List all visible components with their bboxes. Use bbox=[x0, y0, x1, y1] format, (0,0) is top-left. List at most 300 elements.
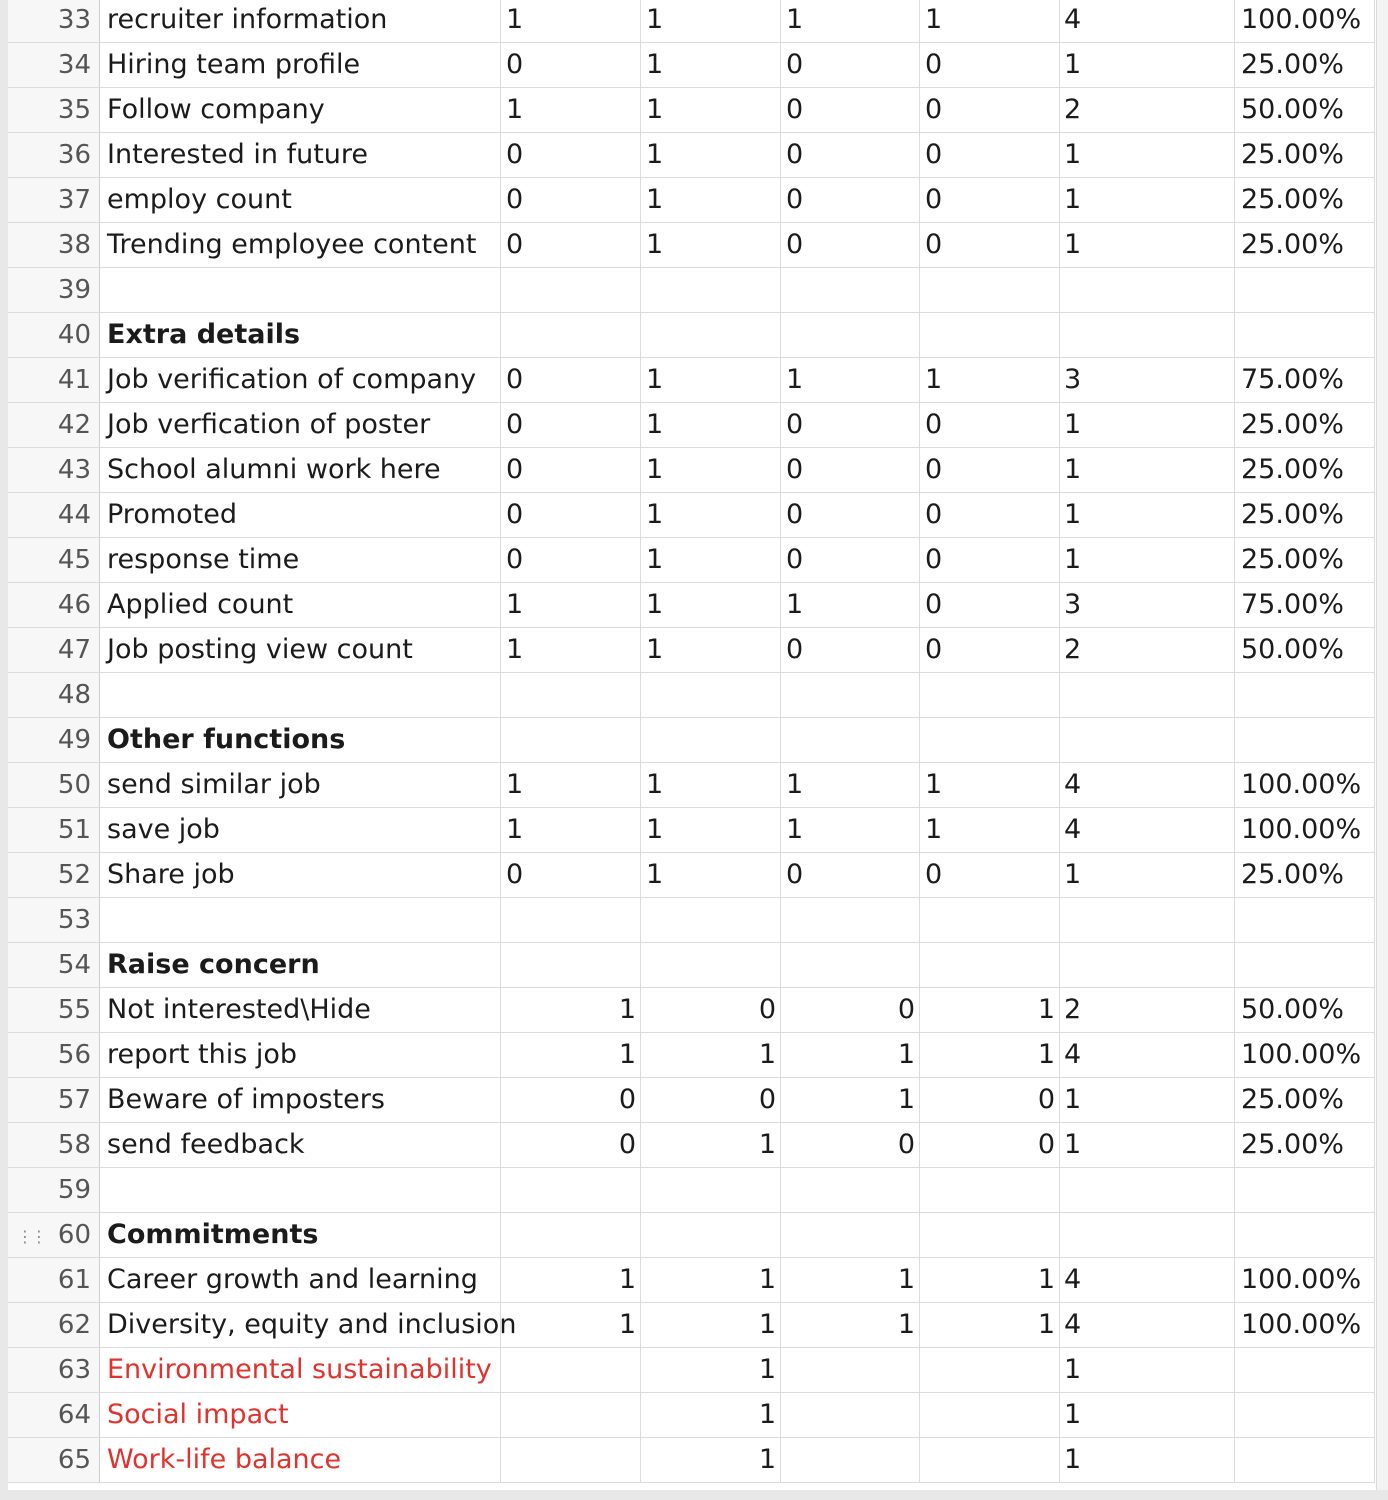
value-cell[interactable]: 1 bbox=[781, 0, 920, 43]
percent-cell[interactable]: 100.00% bbox=[1235, 0, 1375, 43]
value-cell[interactable]: 0 bbox=[920, 1123, 1060, 1168]
value-cell[interactable] bbox=[920, 943, 1060, 988]
table-row bbox=[0, 808, 1388, 853]
value-cell[interactable]: 1 bbox=[501, 88, 641, 133]
total-cell[interactable]: 1 bbox=[1060, 448, 1235, 493]
total-cell[interactable]: 1 bbox=[1060, 403, 1235, 448]
percent-cell[interactable] bbox=[1235, 1438, 1375, 1483]
percent-cell[interactable]: 25.00% bbox=[1235, 1078, 1375, 1123]
percent-cell[interactable] bbox=[1235, 1168, 1375, 1213]
value-cell[interactable] bbox=[641, 1168, 781, 1213]
value-cell[interactable] bbox=[641, 718, 781, 763]
value-cell[interactable] bbox=[501, 898, 641, 943]
value-cell[interactable]: 1 bbox=[641, 763, 781, 808]
label-cell[interactable]: recruiter information bbox=[100, 0, 501, 43]
value-cell[interactable]: 0 bbox=[781, 538, 920, 583]
value-cell[interactable] bbox=[920, 1213, 1060, 1258]
percent-cell[interactable]: 25.00% bbox=[1235, 133, 1375, 178]
value-cell[interactable]: 0 bbox=[920, 628, 1060, 673]
label-cell[interactable]: send similar job bbox=[100, 763, 501, 808]
value-cell[interactable]: 0 bbox=[920, 583, 1060, 628]
table-row bbox=[0, 178, 1388, 223]
row-number[interactable]: 40 bbox=[8, 313, 100, 358]
table-row bbox=[0, 1258, 1388, 1303]
total-cell[interactable]: 4 bbox=[1060, 1033, 1235, 1078]
value-cell[interactable]: 0 bbox=[501, 43, 641, 88]
value-cell[interactable]: 1 bbox=[781, 583, 920, 628]
percent-cell[interactable]: 100.00% bbox=[1235, 1303, 1375, 1348]
percent-cell[interactable] bbox=[1235, 313, 1375, 358]
value-cell[interactable] bbox=[781, 943, 920, 988]
horizontal-scrollbar[interactable] bbox=[0, 1490, 1388, 1500]
value-cell[interactable]: 1 bbox=[501, 583, 641, 628]
label-cell[interactable]: Follow company bbox=[100, 88, 501, 133]
value-cell[interactable]: 1 bbox=[920, 1033, 1060, 1078]
value-cell[interactable]: 1 bbox=[641, 1303, 781, 1348]
drag-handle-icon[interactable]: ⋮⋮ bbox=[17, 1227, 45, 1246]
label-cell[interactable]: Not interested\Hide bbox=[100, 988, 501, 1033]
value-cell[interactable] bbox=[641, 1213, 781, 1258]
value-cell[interactable] bbox=[781, 718, 920, 763]
row-number[interactable]: 65 bbox=[8, 1438, 100, 1483]
value-cell[interactable]: 0 bbox=[920, 88, 1060, 133]
value-cell[interactable]: 1 bbox=[501, 1033, 641, 1078]
total-cell[interactable] bbox=[1060, 673, 1235, 718]
row-number[interactable]: 37 bbox=[8, 178, 100, 223]
value-cell[interactable] bbox=[641, 268, 781, 313]
value-cell[interactable]: 0 bbox=[501, 853, 641, 898]
value-cell[interactable] bbox=[641, 673, 781, 718]
percent-cell[interactable]: 25.00% bbox=[1235, 43, 1375, 88]
value-cell[interactable]: 1 bbox=[501, 808, 641, 853]
value-cell[interactable]: 1 bbox=[501, 628, 641, 673]
value-cell[interactable]: 1 bbox=[641, 853, 781, 898]
percent-cell[interactable]: 25.00% bbox=[1235, 223, 1375, 268]
value-cell[interactable] bbox=[920, 1168, 1060, 1213]
label-cell[interactable] bbox=[100, 673, 501, 718]
value-cell[interactable]: 0 bbox=[920, 853, 1060, 898]
table-row bbox=[0, 493, 1388, 538]
percent-cell[interactable] bbox=[1235, 1348, 1375, 1393]
table-row bbox=[0, 943, 1388, 988]
value-cell[interactable]: 1 bbox=[641, 178, 781, 223]
value-cell[interactable]: 1 bbox=[920, 358, 1060, 403]
value-cell[interactable]: 0 bbox=[781, 178, 920, 223]
total-cell[interactable]: 1 bbox=[1060, 853, 1235, 898]
label-cell[interactable]: Job posting view count bbox=[100, 628, 501, 673]
total-cell[interactable]: 2 bbox=[1060, 988, 1235, 1033]
value-cell[interactable] bbox=[641, 898, 781, 943]
total-cell[interactable] bbox=[1060, 718, 1235, 763]
value-cell[interactable]: 0 bbox=[641, 988, 781, 1033]
value-cell[interactable]: 0 bbox=[501, 223, 641, 268]
value-cell[interactable] bbox=[920, 1393, 1060, 1438]
value-cell[interactable] bbox=[781, 1393, 920, 1438]
value-cell[interactable]: 1 bbox=[781, 1303, 920, 1348]
percent-cell[interactable]: 25.00% bbox=[1235, 1123, 1375, 1168]
total-cell[interactable]: 2 bbox=[1060, 88, 1235, 133]
row-number[interactable]: 48 bbox=[8, 673, 100, 718]
value-cell[interactable]: 1 bbox=[501, 1303, 641, 1348]
table-row bbox=[0, 313, 1388, 358]
value-cell[interactable]: 0 bbox=[781, 88, 920, 133]
total-cell[interactable]: 1 bbox=[1060, 1123, 1235, 1168]
total-cell[interactable] bbox=[1060, 898, 1235, 943]
value-cell[interactable]: 1 bbox=[641, 493, 781, 538]
total-cell[interactable]: 1 bbox=[1060, 1078, 1235, 1123]
percent-cell[interactable]: 25.00% bbox=[1235, 538, 1375, 583]
total-cell[interactable]: 1 bbox=[1060, 223, 1235, 268]
row-number[interactable]: 34 bbox=[8, 43, 100, 88]
row-number[interactable]: 42 bbox=[8, 403, 100, 448]
row-number[interactable]: 39 bbox=[8, 268, 100, 313]
value-cell[interactable] bbox=[501, 943, 641, 988]
value-cell[interactable]: 1 bbox=[641, 583, 781, 628]
label-cell[interactable]: Commitments bbox=[100, 1213, 501, 1258]
table-row bbox=[0, 1078, 1388, 1123]
value-cell[interactable] bbox=[920, 1348, 1060, 1393]
label-cell[interactable]: Job verfication of poster bbox=[100, 403, 501, 448]
table-row bbox=[0, 1348, 1388, 1393]
label-cell[interactable]: response time bbox=[100, 538, 501, 583]
row-number[interactable]: 36 bbox=[8, 133, 100, 178]
total-cell[interactable]: 4 bbox=[1060, 808, 1235, 853]
value-cell[interactable]: 0 bbox=[920, 1078, 1060, 1123]
label-cell[interactable] bbox=[100, 1168, 501, 1213]
total-cell[interactable] bbox=[1060, 268, 1235, 313]
total-cell[interactable] bbox=[1060, 943, 1235, 988]
value-cell[interactable]: 0 bbox=[501, 178, 641, 223]
label-cell[interactable]: employ count bbox=[100, 178, 501, 223]
row-number[interactable]: 64 bbox=[8, 1393, 100, 1438]
value-cell[interactable]: 1 bbox=[641, 808, 781, 853]
table-row bbox=[0, 898, 1388, 943]
total-cell[interactable]: 4 bbox=[1060, 1258, 1235, 1303]
table-row bbox=[0, 133, 1388, 178]
label-cell[interactable]: report this job bbox=[100, 1033, 501, 1078]
value-cell[interactable]: 1 bbox=[920, 763, 1060, 808]
total-cell[interactable]: 2 bbox=[1060, 628, 1235, 673]
table-row bbox=[0, 1213, 1388, 1258]
value-cell[interactable]: 0 bbox=[781, 1123, 920, 1168]
value-cell[interactable]: 0 bbox=[501, 538, 641, 583]
value-cell[interactable] bbox=[920, 898, 1060, 943]
row-number[interactable]: 52 bbox=[8, 853, 100, 898]
label-cell[interactable]: Beware of imposters bbox=[100, 1078, 501, 1123]
value-cell[interactable]: 1 bbox=[781, 1258, 920, 1303]
value-cell[interactable]: 1 bbox=[641, 0, 781, 43]
percent-cell[interactable]: 25.00% bbox=[1235, 403, 1375, 448]
value-cell[interactable]: 0 bbox=[501, 493, 641, 538]
value-cell[interactable]: 1 bbox=[641, 448, 781, 493]
value-cell[interactable]: 1 bbox=[501, 0, 641, 43]
table-row bbox=[0, 0, 1388, 43]
row-number[interactable]: 49 bbox=[8, 718, 100, 763]
row-number[interactable]: 47 bbox=[8, 628, 100, 673]
value-cell[interactable] bbox=[501, 313, 641, 358]
table-row bbox=[0, 583, 1388, 628]
value-cell[interactable]: 1 bbox=[641, 628, 781, 673]
value-cell[interactable]: 0 bbox=[501, 403, 641, 448]
label-cell[interactable]: Diversity, equity and inclusion bbox=[100, 1303, 501, 1348]
row-number[interactable]: 50 bbox=[8, 763, 100, 808]
label-cell[interactable]: Trending employee content bbox=[100, 223, 501, 268]
percent-cell[interactable]: 75.00% bbox=[1235, 358, 1375, 403]
value-cell[interactable]: 0 bbox=[920, 223, 1060, 268]
total-cell[interactable]: 1 bbox=[1060, 178, 1235, 223]
value-cell[interactable]: 1 bbox=[641, 223, 781, 268]
total-cell[interactable]: 1 bbox=[1060, 1438, 1235, 1483]
percent-cell[interactable]: 100.00% bbox=[1235, 1033, 1375, 1078]
table-row bbox=[0, 403, 1388, 448]
label-cell[interactable]: Interested in future bbox=[100, 133, 501, 178]
row-number[interactable]: 46 bbox=[8, 583, 100, 628]
table-row bbox=[0, 1438, 1388, 1483]
percent-cell[interactable]: 25.00% bbox=[1235, 448, 1375, 493]
percent-cell[interactable]: 100.00% bbox=[1235, 808, 1375, 853]
value-cell[interactable] bbox=[920, 313, 1060, 358]
value-cell[interactable]: 0 bbox=[781, 628, 920, 673]
label-cell[interactable]: School alumni work here bbox=[100, 448, 501, 493]
value-cell[interactable]: 1 bbox=[641, 1348, 781, 1393]
value-cell[interactable]: 0 bbox=[781, 988, 920, 1033]
value-cell[interactable]: 0 bbox=[501, 358, 641, 403]
percent-cell[interactable]: 100.00% bbox=[1235, 763, 1375, 808]
row-number[interactable]: 54 bbox=[8, 943, 100, 988]
value-cell[interactable] bbox=[501, 673, 641, 718]
label-cell[interactable]: Other functions bbox=[100, 718, 501, 763]
percent-cell[interactable]: 50.00% bbox=[1235, 988, 1375, 1033]
value-cell[interactable] bbox=[781, 1438, 920, 1483]
table-row bbox=[0, 1033, 1388, 1078]
value-cell[interactable] bbox=[781, 1348, 920, 1393]
label-cell[interactable]: Work-life balance bbox=[100, 1438, 501, 1483]
value-cell[interactable] bbox=[641, 313, 781, 358]
value-cell[interactable]: 1 bbox=[781, 358, 920, 403]
total-cell[interactable] bbox=[1060, 1213, 1235, 1258]
value-cell[interactable]: 1 bbox=[781, 808, 920, 853]
value-cell[interactable]: 1 bbox=[501, 1258, 641, 1303]
table-row bbox=[0, 718, 1388, 763]
value-cell[interactable]: 0 bbox=[920, 403, 1060, 448]
row-number[interactable]: 41 bbox=[8, 358, 100, 403]
total-cell[interactable]: 1 bbox=[1060, 1393, 1235, 1438]
table-row bbox=[0, 1168, 1388, 1213]
percent-cell[interactable]: 100.00% bbox=[1235, 1258, 1375, 1303]
value-cell[interactable]: 0 bbox=[501, 133, 641, 178]
value-cell[interactable]: 1 bbox=[641, 1393, 781, 1438]
value-cell[interactable]: 0 bbox=[920, 448, 1060, 493]
table-row bbox=[0, 223, 1388, 268]
label-cell[interactable]: Job verification of company bbox=[100, 358, 501, 403]
row-number[interactable]: 44 bbox=[8, 493, 100, 538]
table-row bbox=[0, 988, 1388, 1033]
value-cell[interactable]: 0 bbox=[781, 853, 920, 898]
value-cell[interactable]: 1 bbox=[501, 763, 641, 808]
table-row bbox=[0, 1123, 1388, 1168]
total-cell[interactable]: 1 bbox=[1060, 493, 1235, 538]
total-cell[interactable]: 4 bbox=[1060, 763, 1235, 808]
value-cell[interactable]: 1 bbox=[641, 1258, 781, 1303]
value-cell[interactable]: 1 bbox=[920, 808, 1060, 853]
percent-cell[interactable] bbox=[1235, 718, 1375, 763]
value-cell[interactable]: 0 bbox=[501, 1123, 641, 1168]
value-cell[interactable]: 1 bbox=[641, 1123, 781, 1168]
label-cell[interactable]: save job bbox=[100, 808, 501, 853]
row-number[interactable]: 35 bbox=[8, 88, 100, 133]
value-cell[interactable]: 0 bbox=[920, 178, 1060, 223]
value-cell[interactable] bbox=[501, 1393, 641, 1438]
value-cell[interactable]: 1 bbox=[641, 358, 781, 403]
table-row bbox=[0, 628, 1388, 673]
label-cell[interactable]: Environmental sustainability bbox=[100, 1348, 501, 1393]
value-cell[interactable] bbox=[781, 1213, 920, 1258]
label-cell[interactable] bbox=[100, 268, 501, 313]
table-row bbox=[0, 763, 1388, 808]
row-number[interactable]: 43 bbox=[8, 448, 100, 493]
row-number[interactable]: 56 bbox=[8, 1033, 100, 1078]
value-cell[interactable]: 0 bbox=[781, 448, 920, 493]
total-cell[interactable] bbox=[1060, 313, 1235, 358]
row-number[interactable]: 59 bbox=[8, 1168, 100, 1213]
total-cell[interactable]: 3 bbox=[1060, 583, 1235, 628]
table-row bbox=[0, 1303, 1388, 1348]
value-cell[interactable]: 0 bbox=[641, 1078, 781, 1123]
percent-cell[interactable]: 25.00% bbox=[1235, 178, 1375, 223]
value-cell[interactable] bbox=[781, 1168, 920, 1213]
table-row bbox=[0, 358, 1388, 403]
value-cell[interactable] bbox=[501, 718, 641, 763]
percent-cell[interactable] bbox=[1235, 1213, 1375, 1258]
table-row bbox=[0, 448, 1388, 493]
value-cell[interactable]: 1 bbox=[920, 988, 1060, 1033]
table-row bbox=[0, 1393, 1388, 1438]
table-row bbox=[0, 673, 1388, 718]
percent-cell[interactable]: 50.00% bbox=[1235, 88, 1375, 133]
value-cell[interactable]: 0 bbox=[781, 43, 920, 88]
value-cell[interactable]: 1 bbox=[781, 1078, 920, 1123]
percent-cell[interactable]: 25.00% bbox=[1235, 493, 1375, 538]
percent-cell[interactable] bbox=[1235, 1393, 1375, 1438]
label-cell[interactable]: Share job bbox=[100, 853, 501, 898]
label-cell[interactable]: Hiring team profile bbox=[100, 43, 501, 88]
percent-cell[interactable]: 25.00% bbox=[1235, 853, 1375, 898]
value-cell[interactable]: 1 bbox=[781, 1033, 920, 1078]
row-number[interactable]: 33 bbox=[8, 0, 100, 43]
value-cell[interactable] bbox=[501, 268, 641, 313]
table-row bbox=[0, 88, 1388, 133]
row-number[interactable]: 55 bbox=[8, 988, 100, 1033]
value-cell[interactable]: 1 bbox=[641, 1033, 781, 1078]
row-number[interactable]: 62 bbox=[8, 1303, 100, 1348]
table-row bbox=[0, 43, 1388, 88]
row-number[interactable]: 57 bbox=[8, 1078, 100, 1123]
value-cell[interactable]: 1 bbox=[641, 88, 781, 133]
value-cell[interactable] bbox=[920, 1438, 1060, 1483]
value-cell[interactable] bbox=[920, 673, 1060, 718]
value-cell[interactable]: 1 bbox=[641, 403, 781, 448]
value-cell[interactable]: 1 bbox=[641, 1438, 781, 1483]
value-cell[interactable]: 1 bbox=[641, 538, 781, 583]
row-number[interactable]: 61 bbox=[8, 1258, 100, 1303]
percent-cell[interactable] bbox=[1235, 673, 1375, 718]
value-cell[interactable] bbox=[781, 268, 920, 313]
value-cell[interactable] bbox=[501, 1438, 641, 1483]
percent-cell[interactable] bbox=[1235, 898, 1375, 943]
value-cell[interactable]: 1 bbox=[781, 763, 920, 808]
table-row bbox=[0, 853, 1388, 898]
value-cell[interactable]: 1 bbox=[920, 1258, 1060, 1303]
percent-cell[interactable]: 50.00% bbox=[1235, 628, 1375, 673]
value-cell[interactable]: 1 bbox=[501, 988, 641, 1033]
total-cell[interactable]: 1 bbox=[1060, 133, 1235, 178]
table-row bbox=[0, 268, 1388, 313]
total-cell[interactable]: 1 bbox=[1060, 43, 1235, 88]
value-cell[interactable] bbox=[501, 1213, 641, 1258]
value-cell[interactable]: 0 bbox=[920, 538, 1060, 583]
label-cell[interactable] bbox=[100, 898, 501, 943]
label-cell[interactable]: Raise concern bbox=[100, 943, 501, 988]
value-cell[interactable]: 1 bbox=[920, 0, 1060, 43]
row-number[interactable]: 53 bbox=[8, 898, 100, 943]
total-cell[interactable]: 3 bbox=[1060, 358, 1235, 403]
value-cell[interactable]: 0 bbox=[781, 403, 920, 448]
vertical-scrollbar[interactable] bbox=[1376, 0, 1388, 1500]
value-cell[interactable]: 1 bbox=[641, 133, 781, 178]
value-cell[interactable]: 0 bbox=[920, 133, 1060, 178]
row-number[interactable]: 38 bbox=[8, 223, 100, 268]
percent-cell[interactable]: 75.00% bbox=[1235, 583, 1375, 628]
value-cell[interactable] bbox=[920, 718, 1060, 763]
value-cell[interactable] bbox=[781, 673, 920, 718]
total-cell[interactable]: 1 bbox=[1060, 1348, 1235, 1393]
label-cell[interactable]: Social impact bbox=[100, 1393, 501, 1438]
label-cell[interactable]: Applied count bbox=[100, 583, 501, 628]
value-cell[interactable]: 0 bbox=[781, 133, 920, 178]
label-cell[interactable]: send feedback bbox=[100, 1123, 501, 1168]
row-number[interactable]: 60 bbox=[8, 1213, 100, 1258]
total-cell[interactable]: 1 bbox=[1060, 538, 1235, 583]
value-cell[interactable]: 1 bbox=[641, 43, 781, 88]
row-number[interactable]: 45 bbox=[8, 538, 100, 583]
value-cell[interactable]: 0 bbox=[781, 223, 920, 268]
value-cell[interactable] bbox=[781, 313, 920, 358]
percent-cell[interactable] bbox=[1235, 943, 1375, 988]
value-cell[interactable] bbox=[641, 943, 781, 988]
value-cell[interactable]: 0 bbox=[781, 493, 920, 538]
total-cell[interactable]: 4 bbox=[1060, 1303, 1235, 1348]
value-cell[interactable]: 0 bbox=[501, 1078, 641, 1123]
label-cell[interactable]: Career growth and learning bbox=[100, 1258, 501, 1303]
value-cell[interactable] bbox=[501, 1168, 641, 1213]
value-cell[interactable]: 0 bbox=[920, 493, 1060, 538]
total-cell[interactable]: 4 bbox=[1060, 0, 1235, 43]
value-cell[interactable] bbox=[781, 898, 920, 943]
value-cell[interactable]: 1 bbox=[920, 1303, 1060, 1348]
row-number[interactable]: 51 bbox=[8, 808, 100, 853]
value-cell[interactable] bbox=[920, 268, 1060, 313]
label-cell[interactable]: Promoted bbox=[100, 493, 501, 538]
value-cell[interactable]: 0 bbox=[920, 43, 1060, 88]
percent-cell[interactable] bbox=[1235, 268, 1375, 313]
row-number[interactable]: 63 bbox=[8, 1348, 100, 1393]
table-row bbox=[0, 538, 1388, 583]
value-cell[interactable]: 0 bbox=[501, 448, 641, 493]
value-cell[interactable] bbox=[501, 1348, 641, 1393]
total-cell[interactable] bbox=[1060, 1168, 1235, 1213]
label-cell[interactable]: Extra details bbox=[100, 313, 501, 358]
row-number[interactable]: 58 bbox=[8, 1123, 100, 1168]
